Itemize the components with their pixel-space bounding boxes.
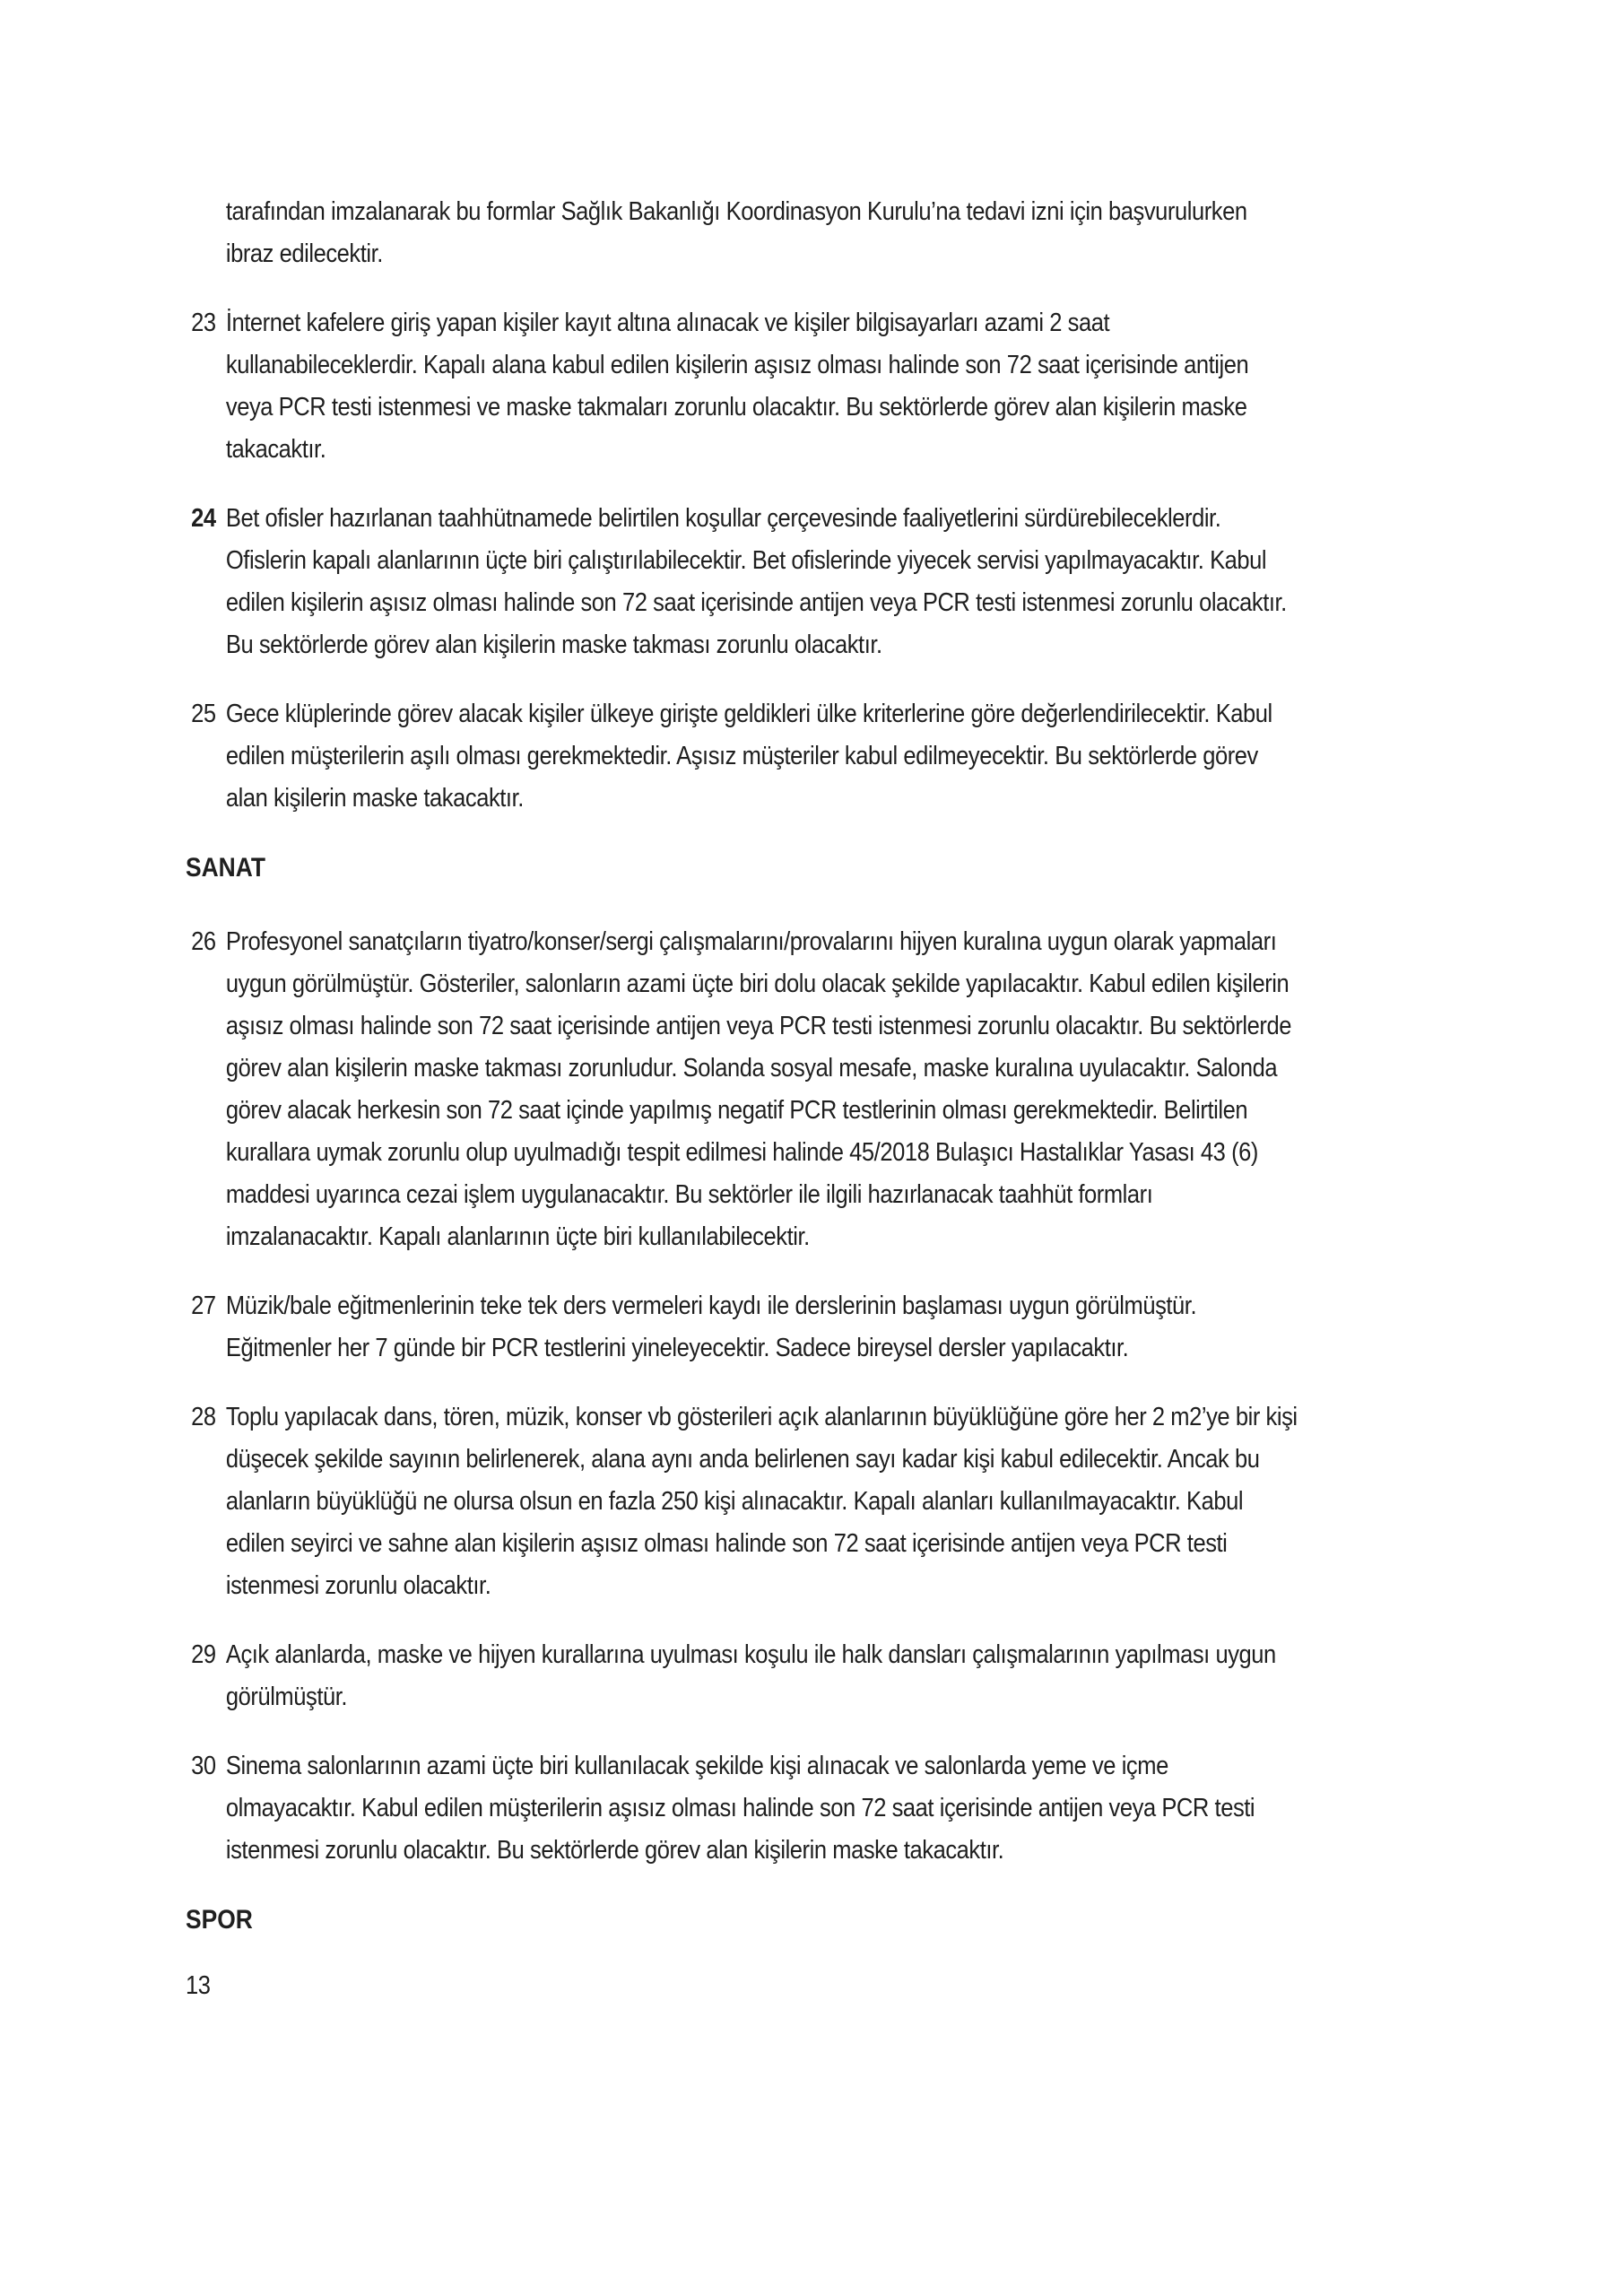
- item-24-text: Bet ofisler hazırlanan taahhütnamede belirtilen koşullar çerçevesinde faaliyetlerini sürdürebileceklerdir. Ofislerin kapalı alanlarının üçte biri çalıştırılabilecektir. Bet ofislerinde yiyecek servisi yapılmayacaktır. Kabul edilen kişilerin aşısız olması halinde son 72 saat içerisinde antijen veya PCR testi istenmesi zorunlu olacaktır. Bu sektörlerde görev alan kişilerin maske takması zorunlu olacaktır.: [225, 504, 1287, 659]
- item-24: [191, 498, 1448, 666]
- item-23: [191, 302, 1448, 471]
- item-29: [191, 1634, 1448, 1718]
- document-content: [186, 191, 1448, 2007]
- item-26: [191, 921, 1448, 1258]
- item-26-number: 26: [191, 927, 216, 956]
- item-29-number: 29: [191, 1640, 216, 1669]
- item-24-number: 24: [191, 504, 216, 533]
- item-27-number: 27: [191, 1292, 216, 1320]
- item-25: [191, 693, 1448, 820]
- item-25-number: 25: [191, 700, 216, 728]
- item-30-number: 30: [191, 1752, 216, 1780]
- item-23-text: İnternet kafelere giriş yapan kişiler kayıt altına alınacak ve kişiler bilgisayarları azami 2 saat kullanabileceklerdir. Kapalı alana kabul edilen kişilerin aşısız olması halinde son 72 saat içerisinde antijen veya PCR testi istenmesi ve maske takmaları zorunlu olacaktır. Bu sektörlerde görev alan kişilerin maske takacaktır.: [225, 309, 1249, 464]
- section-heading-sanat: SANAT: [186, 853, 265, 883]
- item-27: [191, 1285, 1448, 1370]
- item-26-text: Profesyonel sanatçıların tiyatro/konser/sergi çalışmalarını/provalarını hijyen kuralına uygun olarak yapmaları uygun görülmüştür. Gösteriler, salonların azami üçte biri dolu olacak şekilde yapılacaktır. Kabul edilen kişilerin aşısız olması halinde son 72 saat içerisinde antijen veya PCR testi istenmesi zorunlu olacaktır. Bu sektörlerde görev alan kişilerin maske takması zorunludur. Solanda sosyal mesafe, maske kuralına uyulacaktır. Salonda görev alacak herkesin son 72 saat içinde yapılmış negatif PCR testlerinin olması gerekmektedir. Belirtilen kurallara uymak zorunlu olup uyulmadığı tespit edilmesi halinde 45/2018 Bulaşıcı Hastalıklar Yasası 43 (6) maddesi uyarınca cezai işlem uygulanacaktır. Bu sektörler ile ilgili hazırlanacak taahhüt formları imzalanacaktır. Kapalı alanlarının üçte biri kullanılabilecektir.: [225, 927, 1291, 1251]
- page-number: 13: [186, 1971, 211, 2000]
- item-28: [191, 1396, 1448, 1607]
- item-23-number: 23: [191, 309, 216, 337]
- item-25-text: Gece klüplerinde görev alacak kişiler ülkeye girişte geldikleri ülke kriterlerine göre değerlendirilecektir. Kabul edilen müşterilerin aşılı olması gerekmektedir. Aşısız müşteriler kabul edilmeyecektir. Bu sektörlerde görev alan kişilerin maske takacaktır.: [225, 700, 1272, 813]
- item-30-text: Sinema salonlarının azami üçte biri kullanılacak şekilde kişi alınacak ve salonlarda yeme ve içme olmayacaktır. Kabul edilen müşterilerin aşısız olması halinde son 72 saat içerisinde antijen veya PCR testi istenmesi zorunlu olacaktır. Bu sektörlerde görev alan kişilerin maske takacaktır.: [225, 1752, 1255, 1865]
- section-heading-spor: SPOR: [186, 1905, 253, 1935]
- item-29-text: Açık alanlarda, maske ve hijyen kurallarına uyulması koşulu ile halk dansları çalışmalarının yapılması uygun görülmüştür.: [225, 1640, 1276, 1711]
- paragraph-continuation: tarafından imzalanarak bu formlar Sağlık Bakanlığı Koordinasyon Kurulu’na tedavi izni için başvurulurken ibraz edilecektir.: [225, 197, 1247, 268]
- item-30: [191, 1745, 1448, 1872]
- item-27-text: Müzik/bale eğitmenlerinin teke tek ders vermeleri kaydı ile derslerinin başlaması uygun görülmüştür. Eğitmenler her 7 günde bir PCR testlerini yineleyecektir. Sadece bireysel dersler yapılacaktır.: [225, 1292, 1197, 1362]
- item-28-text: Toplu yapılacak dans, tören, müzik, konser vb gösterileri açık alanlarının büyüklüğüne göre her 2 m2’ye bir kişi düşecek şekilde sayının belirlenerek, alana aynı anda belirlenen sayı kadar kişi kabul edilecektir. Ancak bu alanların büyüklüğü ne olursa olsun en fazla 250 kişi alınacaktır. Kapalı alanları kullanılmayacaktır. Kabul edilen seyirci ve sahne alan kişilerin aşısız olması halinde son 72 saat içerisinde antijen veya PCR testi istenmesi zorunlu olacaktır.: [225, 1403, 1298, 1600]
- item-28-number: 28: [191, 1403, 216, 1431]
